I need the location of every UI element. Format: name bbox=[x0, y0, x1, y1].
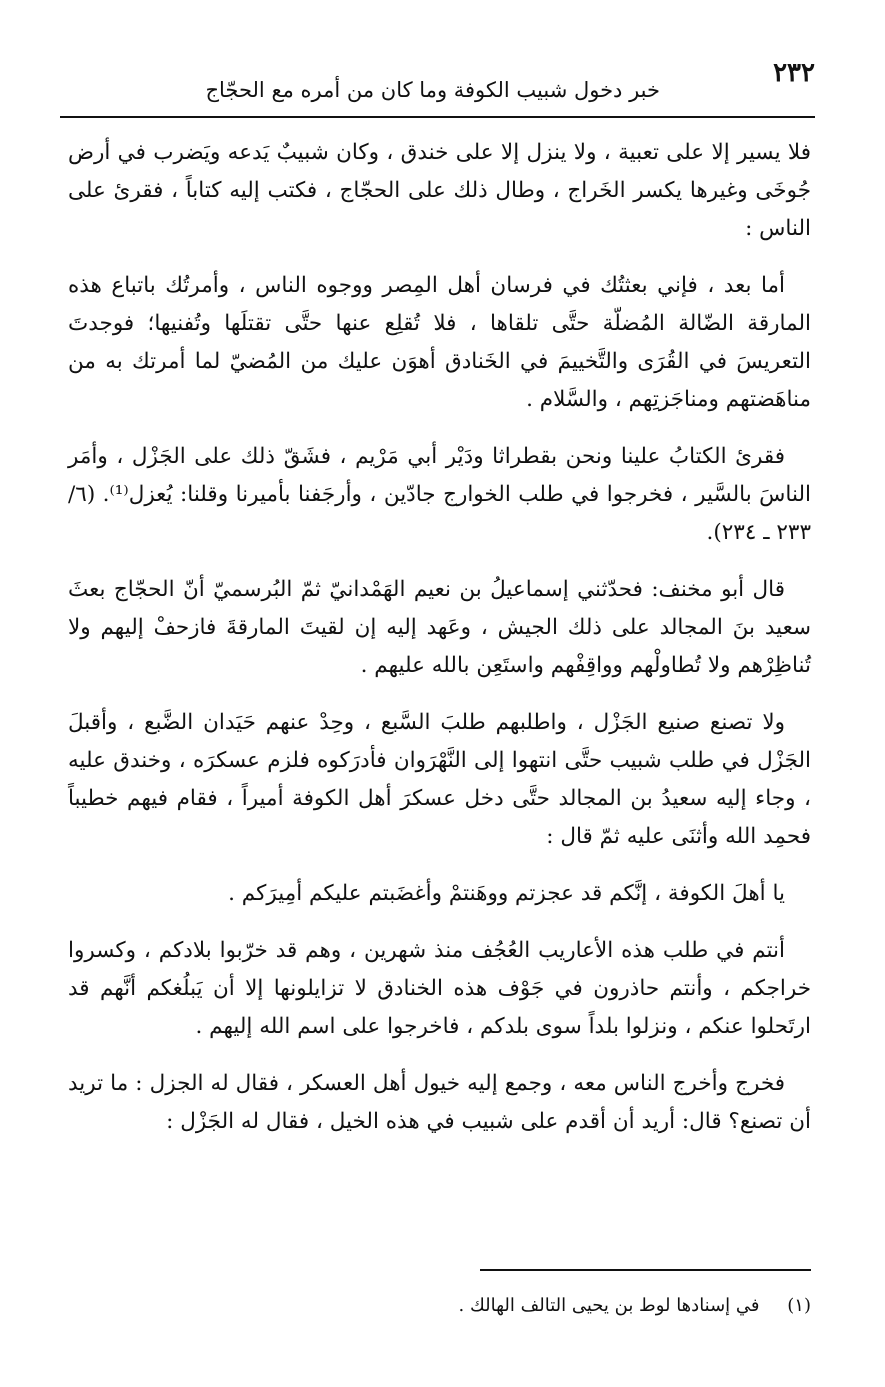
header-divider bbox=[60, 116, 815, 118]
footnote-divider bbox=[480, 1269, 811, 1271]
paragraph-6: يا أهلَ الكوفة ، إنَّكم قد عجزتم ووهَنتمْ وأغضَبتم عليكم أمِيرَكم . bbox=[228, 881, 785, 906]
paragraph-2: أما بعد ، فإني بعثتُك في فرسان أهل المِصر ووجوه الناس ، وأمرتُك باتباع هذه المارقة الضّالة المُضلّة حتَّى تلقاها ، فلا تُقلِع عنها حتَّى تقتلَها وتُفنيها؛ فوجدتَ التعريسَ في القُرَى والتَّخييمَ في الخَنادق أهوَن عليك من المُضيّ لما أمرتك به من مناهَضتهم ومناجَزتِهم ، والسَّلام . bbox=[68, 273, 811, 412]
footnote-text: في إسنادها لوط بن يحيى التالف الهالك . bbox=[458, 1295, 760, 1316]
body-text bbox=[68, 134, 811, 1160]
paragraph-1: فلا يسير إلا على تعبية ، ولا ينزل إلا على خندق ، وكان شبيبٌ يَدعه ويَضرب في أرض جُوخَى وغيرها يكسر الخَراج ، وطال ذلك على الحجّاج ، فكتب إليه كتاباً ، فقرئ على الناس : bbox=[68, 140, 811, 241]
paragraph-3: فقرئ الكتابُ علينا ونحن بقطراثا ودَيْر أبي مَرْيم ، فشَقّ ذلك على الجَزْل ، وأمَر الناسَ بالسَّير ، فخرجوا في طلب الخوارج جادّين ، وأرجَفنا بأميرنا وقلنا: يُعزل⁽¹⁾. (٦/ ٢٣٣ ـ ٢٣٤). bbox=[68, 444, 811, 545]
paragraph-8: فخرج وأخرج الناس معه ، وجمع إليه خيول أهل العسكر ، فقال له الجزل : ما تريد أن تصنع؟ قال: أريد أن أقدم على شبيب في هذه الخيل ، فقال له الجَزْل : bbox=[68, 1071, 811, 1134]
paragraph-5: ولا تصنع صنيع الجَزْل ، واطلبهم طلبَ السَّبع ، وحِدْ عنهم حَيَدان الضَّبع ، وأقبلَ الجَزْل في طلب شبيب حتَّى انتهوا إلى النَّهْرَوان فأدرَكوه فلزم عسكرَه ، وخندق عليه ، وجاء إليه سعيدُ بن المجالد حتَّى دخل عسكرَ أهل الكوفة أميراً ، فقام فيهم خطيباً فحمِد الله وأثنَى عليه ثمّ قال : bbox=[68, 710, 811, 849]
page-number: ٢٣٢ bbox=[773, 58, 815, 88]
footnote-number: (١) bbox=[787, 1295, 811, 1316]
page-header bbox=[60, 56, 815, 112]
footnote bbox=[68, 1292, 811, 1320]
paragraph-4: قال أبو مخنف: فحدّثني إسماعيلُ بن نعيم الهَمْدانيّ ثمّ البُرسميّ أنّ الحجّاج بعثَ سعيد بنَ المجالد على ذلك الجيش ، وعَهد إليه إن لقيتَ المارقةَ فازحفْ إليهم ولا تُناظِرْهم ولا تُطاولْهم وواقِفْهم واستَعِن بالله عليهم . bbox=[68, 577, 811, 678]
running-title: خبر دخول شبيب الكوفة وما كان من أمره مع الحجّاج bbox=[205, 78, 660, 102]
paragraph-7: أنتم في طلب هذه الأعاريب العُجُف منذ شهرين ، وهم قد خرّبوا بلادكم ، وكسروا خراجكم ، وأنتم حاذرون في جَوْف هذه الخنادق لا تزايلونها إلا أن يَبلُغكم أنَّهم قد ارتَحلوا عنكم ، ونزلوا بلداً سوى بلدكم ، فاخرجوا على اسم الله إليهم . bbox=[68, 938, 811, 1039]
